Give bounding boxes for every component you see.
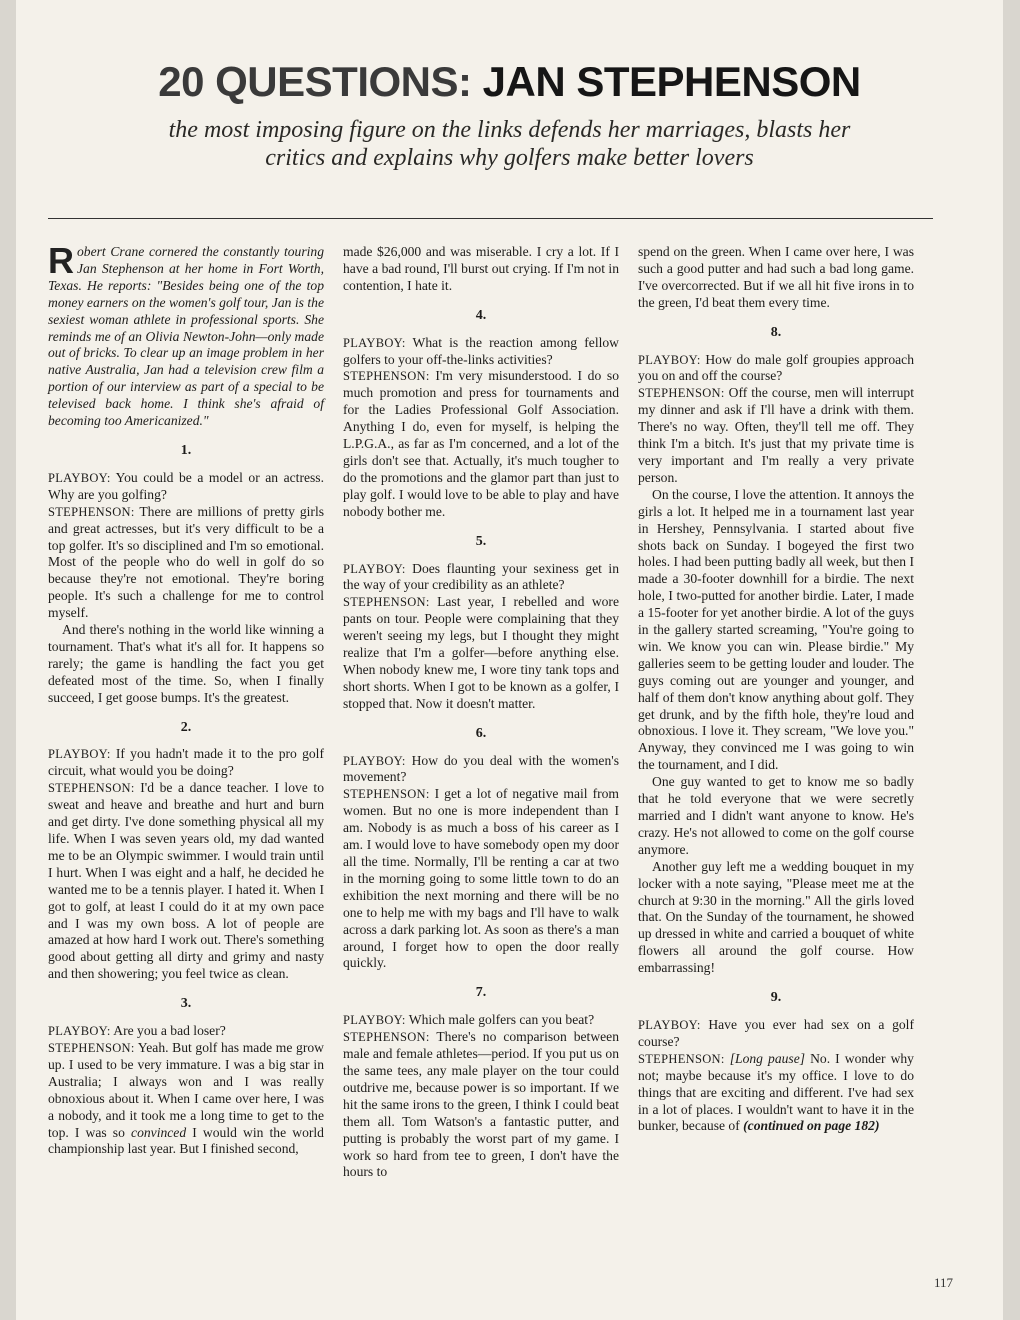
answer-5-text: Last year, I rebelled and wore pants on tour. People were complaining that they weren't seeing my legs, but I thought they might realize that I'm a golfer—before anything else. When nobody knew me, I wore tiny tank tops and short shorts. When I got to be known as a golfer, I stopped that. Now it doesn't matter.	[343, 594, 619, 711]
title-name: JAN STEPHENSON	[482, 58, 861, 105]
column-1	[48, 240, 325, 1158]
question-3	[48, 1023, 324, 1040]
answer-3-emphasis: convinced	[131, 1124, 187, 1140]
speaker-stephenson: STEPHENSON:	[638, 1051, 725, 1066]
answer-7-continued: spend on the green. When I came over here, I was such a good putter and had such a bad long game. I've overcorrected. But if we all hit five irons in to the green, I'd beat them every time.	[638, 244, 914, 310]
question-9	[638, 1017, 914, 1051]
intro-text: obert Crane cornered the constantly touring Jan Stephenson at her home in Fort Worth, Texas. He reports: "Besides being one of the top money earners on the women's golf tour, Jan is the sexiest woman athlete in professional sports. She reminds me of an Olivia Newton-John—only made out of bricks. To clear up an image problem in her native Australia, Jan had a television crew film a portion of our interview as part of a special to be televised back home. I think she's afraid of becoming too Americanized."	[48, 244, 324, 429]
speaker-playboy: PLAYBOY:	[638, 352, 701, 367]
speaker-playboy: PLAYBOY:	[48, 470, 111, 485]
question-1-text: You could be a model or an actress. Why are you golfing?	[48, 469, 324, 502]
drop-cap: R	[48, 240, 74, 281]
question-1	[48, 470, 324, 504]
question-5	[343, 561, 619, 595]
column-2	[343, 244, 619, 1181]
question-5-text: Does flaunting your sexiness get in the way of your credibility as an athlete?	[343, 560, 619, 593]
title-prefix: 20 QUESTIONS:	[158, 58, 472, 105]
question-6-text: How do you deal with the women's movement?	[343, 752, 619, 785]
answer-1-paragraph-2: And there's nothing in the world like winning a tournament. That's what it's all for. It happens so rarely; the game is handling the fact you get defeated most of the time. So, when I finally succeed, I get goose bumps. It's the greatest.	[48, 622, 324, 705]
question-7	[343, 1012, 619, 1029]
answer-1	[48, 504, 324, 622]
page-number: 117	[934, 1275, 954, 1290]
question-number-6: 6.	[475, 725, 487, 741]
answer-2-text: I'd be a dance teacher. I love to sweat and heave and breathe and hurt and burn and get dirty. I've done something physical all my life. When I was seven years old, my dad wanted me to be an Olympic swimmer. I would train until I hurt. When I was eight and a half, he decided he wanted me to be a tennis player. I hated it. When I got to golf, at least I could do it at my own pace and I was my own boss. A lot of people are amazed at how hard I work out. There's something good about getting all dirty and grimy and nasty and then showering; you feel twice as clean.	[48, 780, 324, 982]
answer-8-paragraph-3: One guy wanted to get to know me so badly that he told everyone that we were secretly married and I didn't want anyone to know. He's crazy. He's not allowed to come on the golf course anymore.	[638, 774, 914, 857]
speaker-stephenson: STEPHENSON:	[48, 504, 135, 519]
question-6	[343, 753, 619, 787]
question-3-text: Are you a bad loser?	[113, 1023, 226, 1039]
question-number-3: 3.	[180, 996, 192, 1012]
intro-paragraph	[48, 240, 324, 430]
page-title	[16, 58, 1003, 106]
speaker-playboy: PLAYBOY:	[638, 1017, 701, 1032]
speaker-stephenson: STEPHENSON:	[343, 595, 430, 610]
answer-9-emphasis: [Long pause]	[729, 1050, 806, 1066]
answer-3	[48, 1040, 324, 1158]
answer-8	[638, 385, 914, 486]
question-number-2: 2.	[180, 719, 192, 735]
answer-8-paragraph-4: Another guy left me a wedding bouquet in my locker with a note saying, "Please meet me at the church at 9:30 in the morning." All the girls loved that. On the Sunday of the tournament, he showed up dressed in white and carried a bouquet of white flowers all around the golf course. How embarrassing!	[638, 858, 914, 976]
speaker-playboy: PLAYBOY:	[343, 335, 406, 350]
answer-2	[48, 780, 324, 983]
answer-4	[343, 368, 619, 520]
magazine-page	[16, 0, 1003, 1320]
speaker-playboy: PLAYBOY:	[343, 561, 406, 576]
answer-3-continued: made $26,000 and was miserable. I cry a lot. If I have a bad round, I'll burst out crying. If I'm not in contention, I hate it.	[343, 244, 619, 293]
speaker-stephenson: STEPHENSON:	[343, 369, 430, 384]
speaker-stephenson: STEPHENSON:	[48, 781, 135, 796]
answer-9	[638, 1051, 914, 1136]
column-3	[638, 244, 914, 1135]
answer-8-paragraph-2: On the course, I love the attention. It annoys the girls a lot. It helped me in a tournament last year in Hershey, Pennsylvania. I started about five shots back on Sunday. I bogeyed the first two holes. I had been putting badly all week, but then I made a 30-footer downhill for a birdie. The next hole, I two-putted for another birdie. Later, I made a 15-footer for yet another birdie. A lot of the guys in the gallery started screaming, "You're going to win. We know you can win. Please birdie." My galleries seem to be getting louder and louder. The guys coming out are younger and younger, and half of them don't know anything about golf. They get drunk, and by the fifth hole, they're loud and obnoxious. I love it. They scream, "We love you." Anyway, they convinced me I was going to win the tournament, and I did.	[638, 486, 914, 773]
speaker-stephenson: STEPHENSON:	[343, 787, 430, 802]
deck-subtitle: the most imposing figure on the links defends her marriages, blasts her critics and explains why golfers make better lovers	[168, 117, 851, 171]
answer-6-text: I get a lot of negative mail from women. But no one is more independent than I am. Nobody is as much a boss of his career as I am. I would love to have somebody open my door all the time. Normally, I'll be renting a car at two in the morning going to some little town to do an exhibition the next morning and there will be no one to help me with my bags and I'll have to walk across a dark parking lot. As soon as there's a man around, I forget how to open the door really quickly.	[343, 786, 619, 971]
answer-3-text: Yeah. But golf has made me grow up. I used to be very immature. I was a big star in Australia; I always won and I was really obnoxious about it. When I came over here, I was a nobody, and it took me a long time to get to the top. I was so	[48, 1039, 324, 1140]
speaker-stephenson: STEPHENSON:	[638, 386, 725, 401]
answer-1-text: There are millions of pretty girls and great actresses, but it's very difficult to be a top golfer. It's so disciplined and I'm so emotional. Most of the people who do well in golf do so because they're not emotional. They're boring people. It's such a challenge for me to control myself.	[48, 503, 325, 621]
answer-3-text-end: I would win the world championship last year. But I finished second,	[48, 1124, 324, 1157]
question-number-1: 1.	[180, 442, 192, 458]
answer-9-text: No. I wonder why not; maybe because it's my office. I love to do things that are exciting and different. I've had sex in a lot of places. I wouldn't want to have it in the bunker, because of	[638, 1050, 914, 1134]
question-2	[48, 746, 324, 780]
question-number-8: 8.	[770, 324, 782, 340]
answer-5	[343, 594, 619, 712]
question-number-7: 7.	[475, 985, 487, 1001]
question-9-text: Have you ever had sex on a golf course?	[638, 1016, 914, 1049]
question-2-text: If you hadn't made it to the pro golf circuit, what would you be doing?	[48, 746, 324, 779]
question-number-9: 9.	[770, 990, 782, 1006]
question-7-text: Which male golfers can you beat?	[408, 1012, 595, 1028]
header-rule	[48, 218, 933, 219]
question-8-text: How do male golf groupies approach you on and off the course?	[638, 351, 914, 384]
speaker-stephenson: STEPHENSON:	[48, 1040, 135, 1055]
answer-4-text: I'm very misunderstood. I do so much promotion and press for tournaments and for the Ladies Professional Golf Association. Anything I do, even for myself, is helping the L.P.G.A., as far as I'm concerned, and a lot of the girls don't see that. Actually, it's much tougher to do the promotions and the glamor part than just to play golf. I would love to be able to play and have nobody bother me.	[343, 368, 619, 519]
speaker-playboy: PLAYBOY:	[343, 753, 406, 768]
question-4-text: What is the reaction among fellow golfers to your off-the-links activities?	[343, 334, 619, 367]
speaker-stephenson: STEPHENSON:	[343, 1030, 430, 1045]
continued-jump-line: (continued on page 182)	[743, 1118, 880, 1134]
speaker-playboy: PLAYBOY:	[343, 1013, 406, 1028]
speaker-playboy: PLAYBOY:	[48, 747, 111, 762]
answer-7	[343, 1029, 619, 1181]
answer-8-text: Off the course, men will interrupt my dinner and ask if I'll have a drink with them. There's no way. Often, they'll tell me off. They think I'm a bitch. It's just that my private time is very important and I'm really a very private person.	[638, 385, 914, 485]
speaker-playboy: PLAYBOY:	[48, 1024, 111, 1039]
question-8	[638, 352, 914, 386]
answer-7-text: There's no comparison between male and female athletes—period. If you put us on the same tees, any male player on the tour could outdrive me, because power is so important. If we hit the same irons to the green, I think I could beat them all. Tom Watson's a fantastic putter, and putting is probably the worst part of my game. I work so hard from tee to green, I don't have the hours to	[343, 1029, 619, 1180]
answer-6	[343, 786, 619, 972]
question-4	[343, 335, 619, 369]
question-number-5: 5.	[475, 533, 487, 549]
question-number-4: 4.	[475, 307, 487, 323]
